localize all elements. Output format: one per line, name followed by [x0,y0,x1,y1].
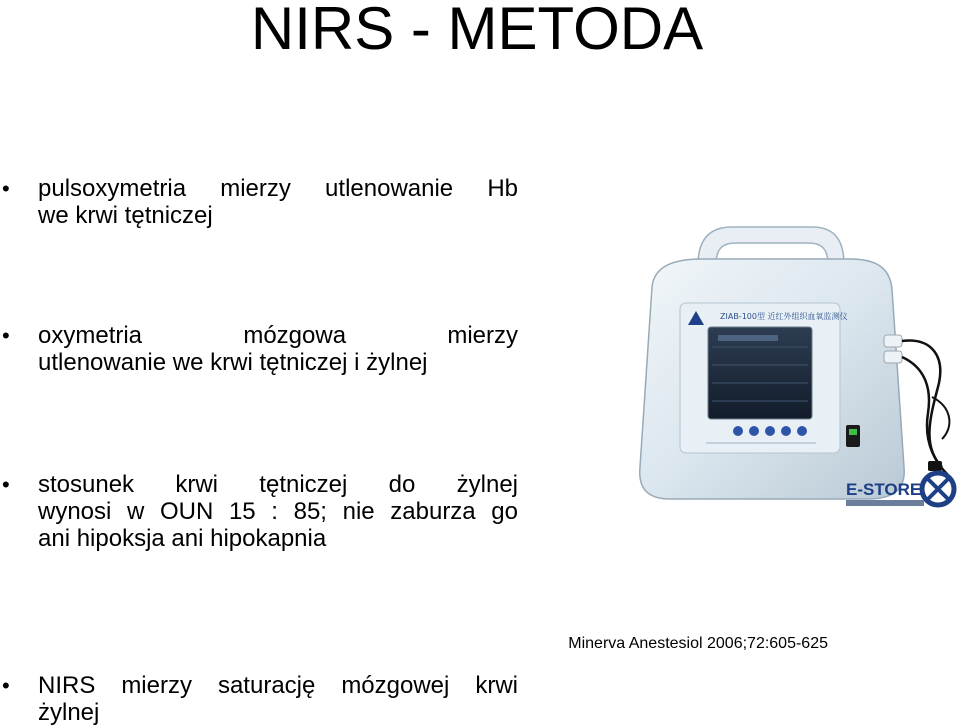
bullet-line: żylnej [38,699,100,726]
screen-readout [718,335,778,341]
nirs-device-photo [632,217,960,527]
cable-plug [928,461,942,471]
power-switch [846,425,860,447]
bullet-line: ani hipoksja ani hipokapnia [38,525,327,552]
bullet-item-nirs [0,672,518,726]
sensor-connector [884,351,902,363]
bullet-line: • stosunek krwi tętniczej do żylnej [38,471,518,498]
bullet-item-oxymetria [0,322,518,376]
bullet-line: • NIRS mierzy saturację mózgowej krwi [38,672,518,699]
bullet-item-pulsoxymetria [0,175,518,229]
bullet-line: we krwi tętniczej [38,202,213,229]
citation-reference: Minerva Anestesiol 2006;72:605-625 [568,635,828,652]
bullet-line: wynosi w OUN 15 : 85; nie zaburza go [38,498,518,525]
bullet-line: • oxymetria mózgowa mierzy [38,322,518,349]
svg-text:E-STORE: E-STORE [846,480,922,499]
bullet-line: utlenowanie we krwi tętniczej i żylnej [38,349,428,376]
sensor-connector [884,335,902,347]
bullet-list [0,168,530,726]
device-panel-text: ZIAB-100型 近红外组织血氧监测仪 [720,312,848,321]
page-title: NIRS - METODA [250,0,704,62]
bullet-item-stosunek [0,471,518,552]
bullet-line: • pulsoxymetria mierzy utlenowanie Hb [38,175,518,202]
nirs-device-illustration [632,217,960,527]
